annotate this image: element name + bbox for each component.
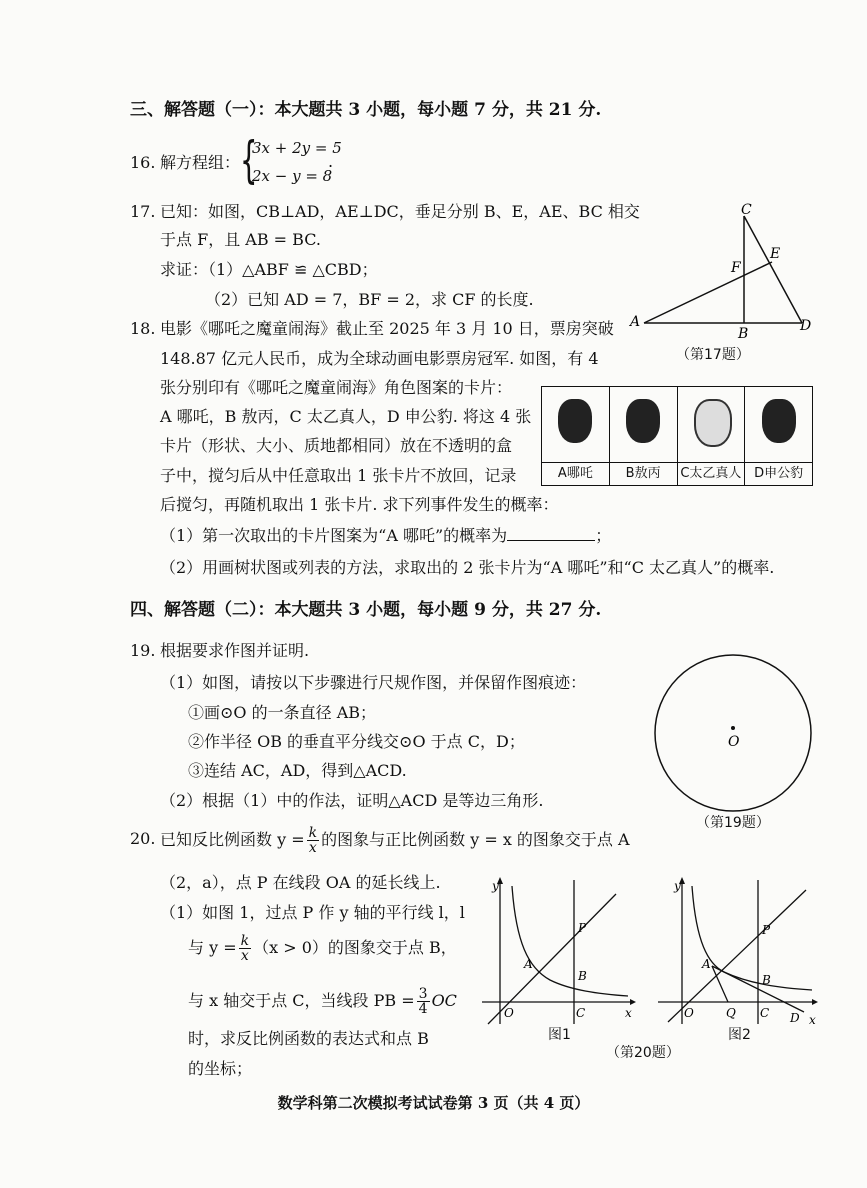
card-a-label: A哪吒 (542, 462, 609, 485)
q19-line3: （2）根据（1）中的作法，证明△ACD 是等边三角形. (160, 791, 544, 810)
fraction-k-over-x: $\frac{k}{x}$ (308, 825, 318, 856)
q20-number: 20. (130, 829, 156, 848)
fig1-label-y: y (492, 879, 499, 893)
card-a (542, 387, 610, 485)
card-b (610, 387, 678, 485)
q18-number: 18. (130, 319, 156, 338)
fig1-label-C: C (576, 1006, 586, 1020)
q20-sub1c-post: OC (431, 991, 457, 1010)
fig2-label-D: D (790, 1011, 800, 1025)
q20-line1 (160, 826, 630, 855)
taiyi-icon (694, 399, 732, 447)
q20-sub1b (188, 934, 457, 963)
q18-line2: 148.87 亿元人民币，成为全球动画电影票房冠军. 如图，有 4 (160, 349, 599, 368)
q18-line4: A 哪吒，B 敖丙，C 太乙真人，D 申公豹. 将这 4 张 (160, 407, 532, 426)
fraction-k-over-x-2: $\frac{k}{x}$ (240, 933, 250, 964)
q20-sub1d: 时，求反比例函数的表达式和点 B (188, 1029, 429, 1048)
label-C: C (741, 202, 752, 218)
q17-line3: 求证：（1）△ABF ≌ △CBD； (160, 260, 378, 279)
center-dot (731, 726, 735, 730)
page-footer: 数学科第二次模拟考试试卷第 3 页（共 4 页） (277, 1094, 590, 1112)
q19-step2: ②作半径 OB 的垂直平分线交⊙O 于点 C，D； (188, 732, 525, 751)
q17-number: 17. (130, 202, 156, 221)
fig2-label-B: B (762, 973, 771, 987)
q16-text: 解方程组： (160, 153, 241, 172)
fig1-label-A: A (524, 957, 533, 971)
q19-step3: ③连结 AC，AD，得到△ACD. (188, 761, 407, 780)
q19-line2: （1）如图，请按以下步骤进行尺规作图，并保留作图痕迹： (160, 673, 587, 692)
q18-sub2: （2）用画树状图或列表的方法，求取出的 2 张卡片为“A 哪吒”和“C 太乙真人”的概率. (160, 558, 775, 577)
q18-line3: 张分别印有《哪吒之魔童闹海》角色图案的卡片： (160, 378, 513, 397)
section4-title: 四、解答题（二）：本大题共 3 小题，每小题 9 分，共 27 分. (130, 600, 602, 620)
label-B: B (738, 326, 749, 342)
q20-sub1b-pre: 与 y = (188, 938, 237, 957)
q19-number: 19. (130, 641, 156, 660)
fig2-caption: 图2 (728, 1027, 751, 1043)
card-d (745, 387, 812, 485)
x-arrow-icon (812, 999, 818, 1005)
q20-line1b: 的图象与正比例函数 y = x 的图象交于点 A (321, 830, 630, 849)
fig2-label-O: O (684, 1006, 694, 1020)
q16-end: . (328, 152, 334, 171)
card-c-label: C太乙真人 (678, 462, 745, 485)
q18-sub1-end: ； (595, 526, 612, 545)
q20-sub1e: 的坐标； (188, 1059, 253, 1078)
q18-sub1 (160, 525, 611, 547)
q17-line2: 于点 F，且 AB = BC. (160, 230, 321, 249)
x-arrow-icon (630, 999, 636, 1005)
circle-o (655, 655, 811, 811)
q17-line1: 已知：如图，CB⊥AD，AE⊥DC，垂足分别 B、E，AE、BC 相交 (160, 202, 640, 221)
fig2-label-Q: Q (726, 1006, 736, 1020)
fig1-label-x: x (625, 1006, 632, 1020)
q18-line5: 卡片（形状、大小、质地都相同）放在不透明的盒 (160, 436, 513, 455)
q20-sub1c-pre: 与 x 轴交于点 C，当线段 PB = (188, 991, 415, 1010)
q20-figure1 (478, 872, 638, 1032)
q18-line1: 电影《哪吒之魔童闹海》截止至 2025 年 3 月 10 日，票房突破 (160, 319, 614, 338)
fig1-caption: 图1 (548, 1027, 571, 1043)
line-AE (644, 262, 772, 323)
label-O: O (728, 734, 740, 750)
q17-figure (620, 198, 820, 348)
q20-figure2 (654, 872, 824, 1032)
card-b-label: B敖丙 (610, 462, 677, 485)
nezha-icon (558, 399, 592, 443)
q18-cards (541, 386, 813, 486)
answer-blank (507, 526, 595, 541)
q18-sub1-text: （1）第一次取出的卡片图案为“A 哪吒”的概率为 (160, 526, 508, 545)
q20-sub1b-post: （x > 0）的图象交于点 B， (253, 938, 457, 957)
q16-eq1: 3x + 2y = 5 (252, 139, 342, 157)
fig2-label-C: C (760, 1006, 770, 1020)
fig1-label-B: B (578, 969, 587, 983)
label-A: A (630, 314, 641, 330)
fig2-label-y: y (674, 879, 681, 893)
brace-icon: { (240, 131, 258, 189)
line-y-eq-x (488, 894, 616, 1024)
label-F: F (731, 260, 741, 276)
q17-caption: （第17题） (676, 347, 750, 363)
q20-sub1a: （1）如图 1，过点 P 作 y 轴的平行线 l，l (160, 903, 465, 922)
q20-caption: （第20题） (606, 1045, 680, 1061)
fig2-label-P: P (762, 923, 771, 937)
q17-line4: （2）已知 AD = 7，BF = 2，求 CF 的长度. (205, 290, 534, 309)
fig2-label-A: A (702, 957, 711, 971)
fraction-3-over-4: $\frac{3}{4}$ (418, 986, 428, 1017)
q16-eq2: 2x − y = 8 (252, 167, 333, 185)
q19-line1: 根据要求作图并证明. (160, 641, 310, 660)
shengongbao-icon (762, 399, 796, 443)
card-c (678, 387, 746, 485)
label-E: E (770, 246, 781, 262)
q16-number: 16. (130, 153, 156, 172)
q18-line7: 后搅匀，再随机取出 1 张卡片. 求下列事件发生的概率： (160, 495, 559, 514)
q19-caption: （第19题） (696, 815, 770, 831)
q18-line6: 子中，搅匀后从中任意取出 1 张卡片不放回，记录 (160, 466, 517, 485)
label-D: D (800, 318, 812, 334)
q19-circle-figure (648, 650, 818, 820)
q20-line1a: 已知反比例函数 y = (160, 830, 305, 849)
fig1-label-O: O (504, 1006, 514, 1020)
q19-step1: ①画⊙O 的一条直径 AB； (188, 703, 377, 722)
line-CD (744, 216, 802, 323)
q20-line2: （2，a），点 P 在线段 OA 的延长线上. (160, 873, 441, 892)
section3-title: 三、解答题（一）：本大题共 3 小题，每小题 7 分，共 21 分. (130, 100, 602, 120)
q16-equation-system (240, 131, 342, 189)
fig1-label-P: P (578, 921, 587, 935)
q20-sub1c (188, 987, 457, 1016)
card-d-label: D申公豹 (745, 462, 812, 485)
fig2-label-x: x (809, 1013, 816, 1027)
aobing-icon (626, 399, 660, 443)
